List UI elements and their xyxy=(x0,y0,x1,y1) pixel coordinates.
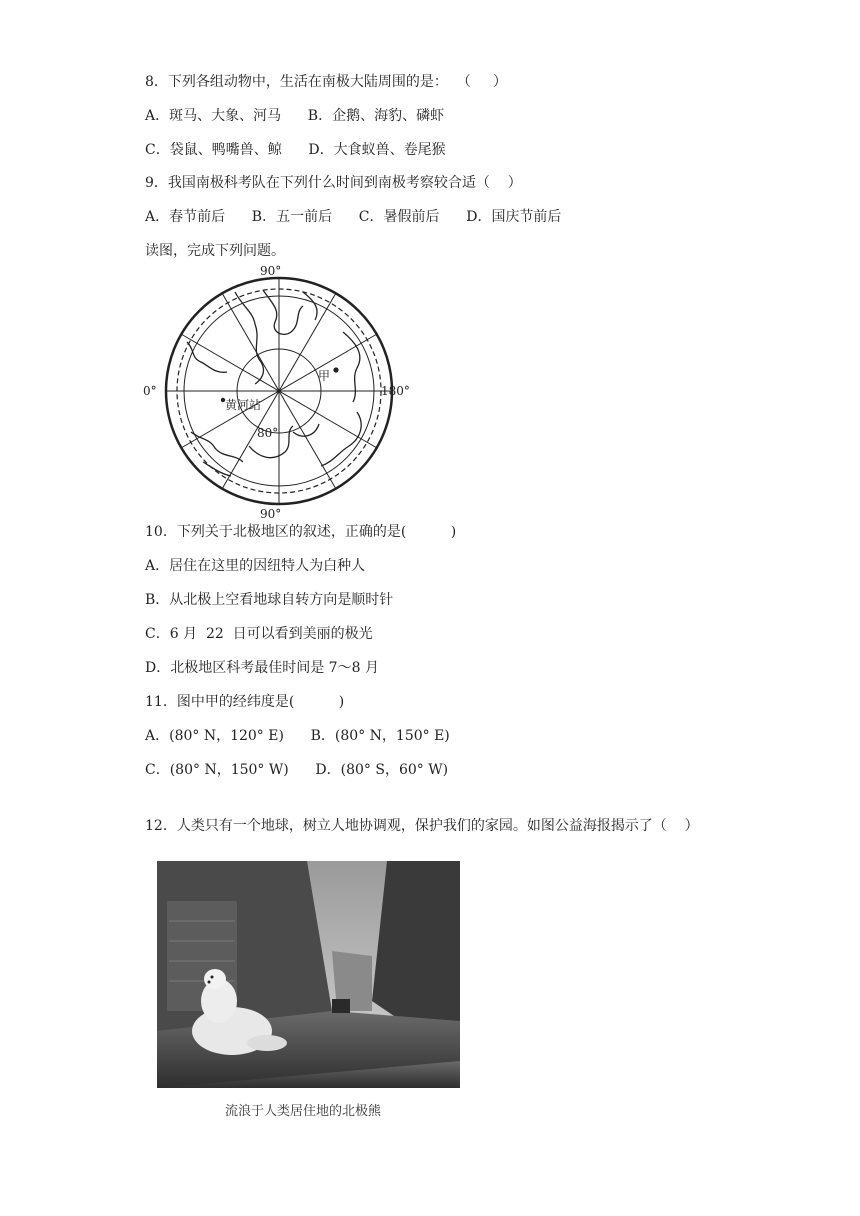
q11-options-row1: A．(80° N，120° E) B．(80° N，150° E) xyxy=(145,728,450,744)
label-0-degree: 0° xyxy=(143,384,157,398)
label-90-top: 90° xyxy=(260,264,282,278)
arctic-polar-map xyxy=(143,262,415,520)
q9-options-row1: A．春节前后 B．五一前后 C．暑假前后 D．国庆节前后 xyxy=(145,209,562,225)
poster-caption: 流浪于人类居住地的北极熊 xyxy=(225,1104,382,1119)
q8-options-row2: C．袋鼠、鸭嘴兽、鲸 D．大食蚁兽、卷尾猴 xyxy=(145,142,446,158)
label-90-bottom: 90° xyxy=(260,507,282,520)
read-map-instruction: 读图，完成下列问题。 xyxy=(145,243,285,259)
q8-stem: 8．下列各组动物中，生活在南极大陆周围的是： （ ） xyxy=(145,74,508,90)
q10-option-d: D．北极地区科考最佳时间是 7～8 月 xyxy=(145,660,379,676)
label-jia: 甲 xyxy=(318,369,331,383)
q11-options-row2: C．(80° N，150° W) D．(80° S，60° W) xyxy=(145,762,449,778)
q10-option-b: B．从北极上空看地球自转方向是顺时针 xyxy=(145,592,394,608)
q10-stem: 10．下列关于北极地区的叙述，正确的是( ) xyxy=(145,524,457,540)
q12-stem: 12．人类只有一个地球，树立人地协调观，保护我们的家园。如图公益海报揭示了（ ） xyxy=(145,818,699,834)
label-180-degree: 180° xyxy=(381,384,410,398)
q11-stem: 11．图中甲的经纬度是( ) xyxy=(145,694,345,710)
label-80-degree: 80° xyxy=(257,426,279,440)
q8-options-row1: A．斑马、大象、河马 B．企鹅、海豹、磷虾 xyxy=(145,108,445,124)
label-huanghe-station: 黄河站 xyxy=(225,398,262,412)
q9-stem: 9．我国南极科考队在下列什么时间到南极考察较合适（ ） xyxy=(145,175,522,191)
q10-option-a: A．居住在这里的因纽特人为白种人 xyxy=(145,558,366,574)
jia-point xyxy=(333,367,338,372)
polar-bear-poster-image xyxy=(157,861,460,1088)
q10-option-c: C．6 月 22 日可以看到美丽的极光 xyxy=(145,626,373,642)
